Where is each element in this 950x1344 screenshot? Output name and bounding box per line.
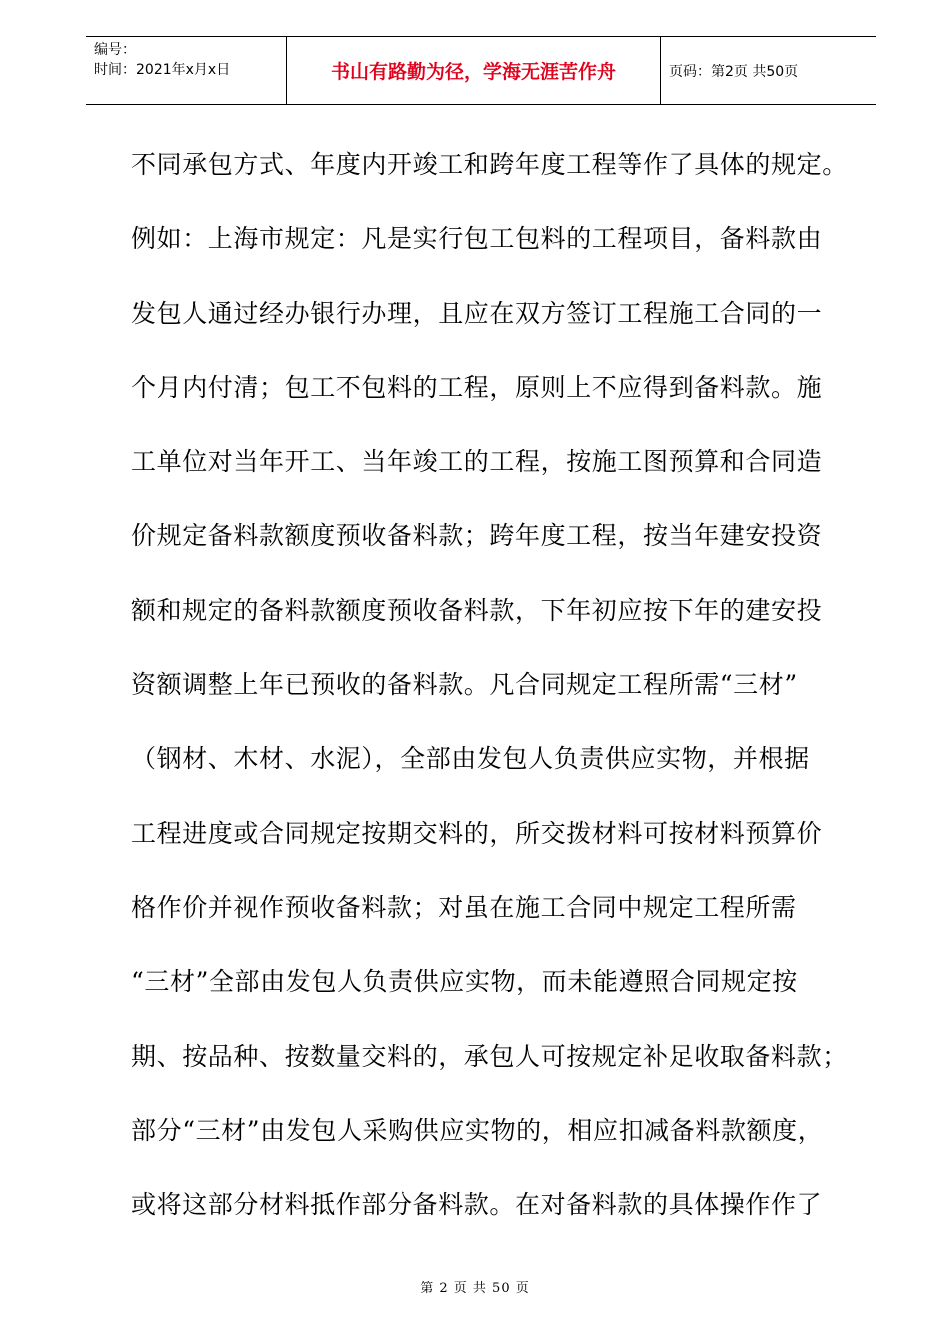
- document-header: [86, 36, 876, 105]
- body-line: 工单位对当年开工、当年竣工的工程，按施工图预算和合同造: [131, 447, 823, 477]
- body-line: 个月内付清；包工不包料的工程，原则上不应得到备料款。施: [131, 372, 823, 402]
- page-footer: 第 2 页 共 50 页: [420, 1281, 530, 1296]
- body-line: （钢材、木材、水泥），全部由发包人负责供应实物，并根据: [131, 744, 810, 774]
- header-motto: 书山有路勤为径，学海无涯苦作舟: [287, 37, 661, 104]
- body-line: 发包人通过经办银行办理，且应在双方签订工程施工合同的一: [131, 298, 823, 328]
- body-text: [131, 128, 851, 1242]
- body-line: 格作价并视作预收备料款；对虽在施工合同中规定工程所需: [131, 892, 797, 922]
- body-line: 期、按品种、按数量交料的，承包人可按规定补足收取备料款；: [131, 1041, 848, 1071]
- body-line: 工程进度或合同规定按期交料的，所交拨材料可按材料预算价: [131, 818, 823, 848]
- body-line: “三材”全部由发包人负责供应实物，而未能遵照合同规定按: [131, 967, 798, 997]
- body-line: 部分“三材”由发包人采购供应实物的，相应扣减备料款额度，: [131, 1115, 824, 1145]
- header-page-info: 页码：第2页 共50页: [669, 63, 799, 80]
- body-line: 例如：上海市规定：凡是实行包工包料的工程项目，备料款由: [131, 224, 823, 254]
- body-line: 额和规定的备料款额度预收备料款，下年初应按下年的建安投: [131, 595, 823, 625]
- body-line: 资额调整上年已预收的备料款。凡合同规定工程所需“三材”: [131, 670, 798, 700]
- body-line: 价规定备料款额度预收备料款；跨年度工程，按当年建安投资: [131, 521, 823, 551]
- document-time-label: 时间：2021年x月x日: [94, 62, 231, 78]
- body-line: 或将这部分材料抵作部分备料款。在对备料款的具体操作作了: [131, 1190, 823, 1220]
- document-number-label: 编号：: [94, 42, 136, 58]
- header-meta: [86, 37, 287, 104]
- body-line: 不同承包方式、年度内开竣工和跨年度工程等作了具体的规定。: [131, 150, 848, 179]
